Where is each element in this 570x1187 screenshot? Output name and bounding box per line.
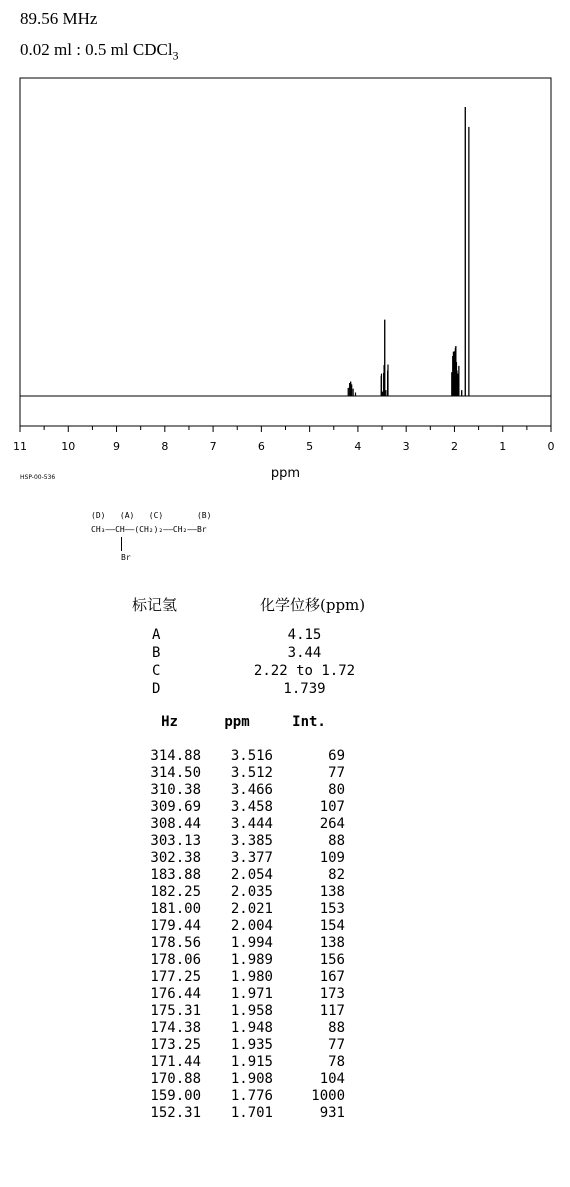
int-cell: 156: [319, 952, 345, 968]
plot-frame: [20, 78, 551, 426]
hz-cell: 178.06: [150, 952, 201, 968]
int-cell: 104: [319, 1071, 345, 1087]
table-row: [138, 901, 345, 918]
hz-cell: 171.44: [150, 1054, 201, 1070]
hz-cell: 302.38: [150, 850, 201, 866]
ppm-cell: 2.021: [230, 901, 273, 917]
hz-cell: 310.38: [150, 782, 201, 798]
table-row: [138, 1037, 345, 1054]
table-row: [138, 1020, 345, 1037]
ppm-cell: 1.701: [230, 1105, 273, 1121]
assignment-shift: 3.44: [287, 645, 322, 661]
ppm-cell: 1.971: [230, 986, 273, 1002]
ppm-cell: 3.385: [230, 833, 273, 849]
hz-cell: 303.13: [150, 833, 201, 849]
table-row: [138, 765, 345, 782]
table-row: [138, 952, 345, 969]
int-cell: 107: [319, 799, 345, 815]
int-cell: 1000: [311, 1088, 345, 1104]
ppm-cell: 3.458: [230, 799, 273, 815]
table-row: [138, 748, 345, 765]
hz-cell: 174.38: [150, 1020, 201, 1036]
column-header-hz: Hz: [161, 714, 178, 730]
ppm-cell: 1.935: [230, 1037, 273, 1053]
int-cell: 109: [319, 850, 345, 866]
hz-cell: 175.31: [150, 1003, 201, 1019]
assignment-row: [152, 680, 387, 698]
int-cell: 153: [319, 901, 345, 917]
ppm-cell: 2.035: [230, 884, 273, 900]
table-row: [138, 1054, 345, 1071]
x-tick-label: 9: [113, 440, 121, 453]
assignment-shift: 2.22 to 1.72: [253, 663, 356, 679]
ppm-cell: 3.377: [230, 850, 273, 866]
table-row: [138, 1003, 345, 1020]
assignment-table: [152, 626, 387, 698]
hz-cell: 173.25: [150, 1037, 201, 1053]
peak-table-body: [138, 748, 345, 1122]
table-row: [138, 850, 345, 867]
structure-formula: CH₃——CH——(CH₂)₂——CH₂——Br: [91, 525, 207, 534]
assignment-label: C: [152, 663, 161, 679]
structure-substituent: Br: [121, 553, 131, 562]
int-cell: 167: [319, 969, 345, 985]
table-row: [138, 1071, 345, 1088]
int-cell: 117: [319, 1003, 345, 1019]
int-cell: 69: [328, 748, 345, 764]
ppm-cell: 1.948: [230, 1020, 273, 1036]
ppm-cell: 2.004: [230, 918, 273, 934]
structure-bond: [91, 533, 131, 553]
x-tick-label: 3: [402, 440, 410, 453]
hz-cell: 177.25: [150, 969, 201, 985]
table-row: [138, 918, 345, 935]
hz-cell: 170.88: [150, 1071, 201, 1087]
x-axis-label: ppm: [270, 466, 301, 481]
hz-cell: 152.31: [150, 1105, 201, 1121]
ppm-cell: 1.989: [230, 952, 273, 968]
hz-cell: 181.00: [150, 901, 201, 917]
table-row: [138, 986, 345, 1003]
table-row: [138, 799, 345, 816]
x-tick-label: 10: [61, 440, 76, 453]
int-cell: 138: [319, 935, 345, 951]
x-tick-label: 1: [499, 440, 507, 453]
hz-cell: 179.44: [150, 918, 201, 934]
table-row: [138, 969, 345, 986]
int-cell: 78: [328, 1054, 345, 1070]
hz-cell: 308.44: [150, 816, 201, 832]
assignment-shift: 4.15: [287, 627, 322, 643]
hz-cell: 309.69: [150, 799, 201, 815]
x-tick-label: 11: [13, 440, 27, 453]
ppm-cell: 1.994: [230, 935, 273, 951]
peak-table-header: [138, 714, 345, 734]
table-row: [138, 833, 345, 850]
int-cell: 154: [319, 918, 345, 934]
hz-cell: 182.25: [150, 884, 201, 900]
table-row: [138, 1105, 345, 1122]
table-row: [138, 867, 345, 884]
hz-cell: 176.44: [150, 986, 201, 1002]
int-cell: 931: [319, 1105, 345, 1121]
table-row: [138, 1088, 345, 1105]
ppm-cell: 2.054: [230, 867, 273, 883]
ppm-cell: 1.776: [230, 1088, 273, 1104]
ppm-cell: 3.466: [230, 782, 273, 798]
int-cell: 88: [328, 833, 345, 849]
assignment-label: D: [152, 681, 161, 697]
table-row: [138, 782, 345, 799]
table-row: [138, 884, 345, 901]
int-cell: 77: [328, 765, 345, 781]
assignment-label: B: [152, 645, 161, 661]
assignment-row: [152, 662, 387, 680]
spectrum-trace: [20, 107, 551, 396]
column-header-int: Int.: [292, 714, 326, 730]
int-cell: 138: [319, 884, 345, 900]
ppm-cell: 1.980: [230, 969, 273, 985]
assignment-row: [152, 626, 387, 644]
assignment-label: A: [152, 627, 161, 643]
hz-cell: 314.50: [150, 765, 201, 781]
int-cell: 77: [328, 1037, 345, 1053]
solvent-text: 0.02 ml : 0.5 ml CDCl: [20, 40, 173, 59]
table-row: [138, 816, 345, 833]
int-cell: 88: [328, 1020, 345, 1036]
x-tick-label: 6: [257, 440, 265, 453]
int-cell: 82: [328, 867, 345, 883]
x-tick-label: 7: [209, 440, 217, 453]
ppm-cell: 3.512: [230, 765, 273, 781]
int-cell: 80: [328, 782, 345, 798]
ppm-cell: 1.958: [230, 1003, 273, 1019]
assignment-header-label: 标记氢: [132, 596, 178, 614]
hz-cell: 314.88: [150, 748, 201, 764]
assignment-row: [152, 644, 387, 662]
x-tick-label: 8: [161, 440, 169, 453]
x-tick-label: 4: [354, 440, 362, 453]
assignment-header-shift: 化学位移(ppm): [260, 596, 366, 614]
ppm-cell: 3.444: [230, 816, 273, 832]
int-cell: 173: [319, 986, 345, 1002]
ppm-cell: 1.915: [230, 1054, 273, 1070]
int-cell: 264: [319, 816, 345, 832]
structure-labels: (D) (A) (C) (B): [91, 511, 212, 520]
hz-cell: 183.88: [150, 867, 201, 883]
ppm-cell: 1.908: [230, 1071, 273, 1087]
solvent-subscript: 3: [172, 48, 179, 63]
column-header-ppm: ppm: [224, 714, 250, 730]
nmr-spectrum-chart: [0, 0, 570, 500]
spectrum-code: HSP-00-536: [20, 474, 56, 481]
x-tick-label: 5: [306, 440, 314, 453]
x-tick-label: 2: [450, 440, 458, 453]
assignment-shift: 1.739: [283, 681, 326, 697]
peak-table: [138, 714, 345, 1122]
ppm-cell: 3.516: [230, 748, 273, 764]
hz-cell: 178.56: [150, 935, 201, 951]
x-tick-label: 0: [547, 440, 555, 453]
spectrometer-frequency: 89.56 MHz: [20, 9, 98, 28]
table-row: [138, 935, 345, 952]
hz-cell: 159.00: [150, 1088, 201, 1104]
